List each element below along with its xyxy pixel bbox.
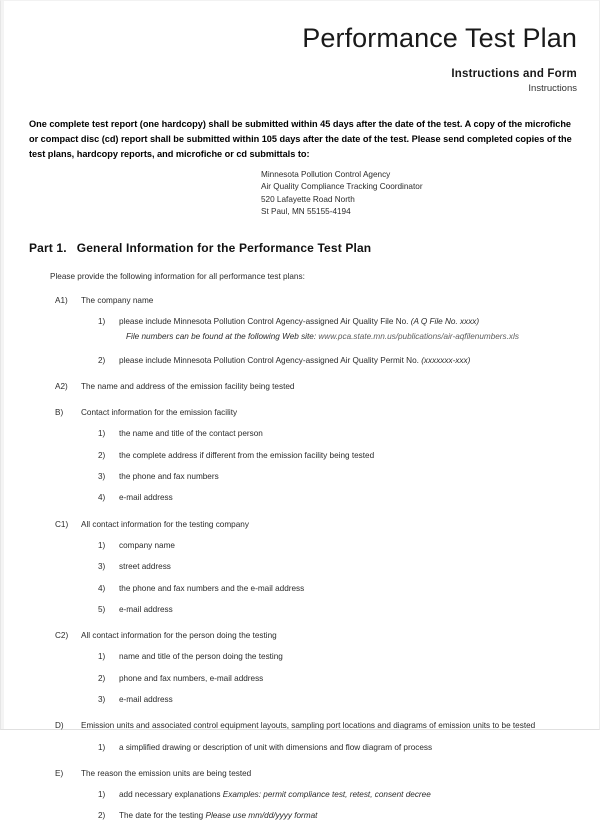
list-item-a1 (55, 295, 577, 307)
address-line-agency: Minnesota Pollution Control Agency (261, 169, 391, 179)
item-marker: B) (55, 408, 64, 418)
item-text (119, 810, 577, 822)
item-marker: 1) (98, 540, 106, 550)
list-item-a2 (55, 381, 577, 393)
item-marker: 2) (98, 355, 106, 365)
item-text-italic: Examples: permit compliance test, retest, consent decree (222, 790, 431, 800)
item-text: All contact information for the person doing the testing (81, 631, 277, 641)
item-marker: 1) (98, 652, 106, 662)
item-marker: 1) (98, 790, 106, 800)
address-line-city-state-zip: St Paul, MN 55155-4194 (261, 207, 351, 217)
item-marker: 3) (98, 472, 106, 482)
list-item-c1-1 (98, 540, 577, 552)
item-marker: 1) (98, 742, 106, 752)
list-item-d (55, 720, 577, 732)
list-item-b (55, 407, 577, 419)
list-item-e (55, 768, 577, 780)
section-lead-in: Please provide the following information for all performance test plans: (50, 271, 305, 281)
list-item-c2 (55, 630, 577, 642)
outline-list (29, 295, 577, 823)
item-text: the phone and fax numbers and the e-mail address (119, 583, 305, 593)
item-marker: 4) (98, 583, 106, 593)
note-lead-text: File numbers can be found at the following Web site: (126, 332, 319, 342)
item-marker: 1) (98, 429, 106, 439)
address-line-street: 520 Lafayette Road North (261, 194, 355, 204)
item-text (119, 789, 577, 801)
item-text: company name (119, 540, 175, 550)
list-item-c1-3 (98, 561, 577, 573)
item-text: e-mail address (119, 694, 173, 704)
item-text: The name and address of the emission facility being tested (81, 381, 295, 391)
item-text-roman: please include Minnesota Pollution Control Agency-assigned Air Quality File No. (119, 316, 411, 326)
item-text: e-mail address (119, 493, 173, 503)
item-text-italic: (xxxxxxx-xxx) (421, 355, 471, 365)
item-text: street address (119, 562, 171, 572)
part-number: Part 1. (29, 240, 67, 255)
item-text-roman: please include Minnesota Pollution Control Agency-assigned Air Quality Permit No. (119, 355, 422, 365)
item-marker: 4) (98, 493, 106, 503)
item-text: the phone and fax numbers (119, 472, 219, 482)
list-item-a1-note (126, 331, 577, 343)
item-text: the complete address if different from the emission facility being tested (119, 450, 375, 460)
item-text: Emission units and associated control equipment layouts, sampling port locations and diagrams of emission units to be tested (81, 721, 536, 731)
list-item-a1-2 (98, 355, 577, 367)
item-marker: 1) (98, 316, 106, 326)
item-marker: 3) (98, 562, 106, 572)
list-item-b-1 (98, 428, 577, 440)
item-marker: D) (55, 721, 64, 731)
list-item-b-3 (98, 471, 577, 483)
list-item-c1 (55, 519, 577, 531)
mailing-address-block (261, 169, 577, 219)
document-subtitle: Instructions and Form (451, 68, 577, 81)
item-marker: 2) (98, 450, 106, 460)
item-marker: 2) (98, 811, 106, 821)
list-item-a1-1 (98, 316, 577, 328)
item-text: All contact information for the testing company (81, 519, 249, 529)
list-item-c2-1 (98, 651, 577, 663)
item-marker: 5) (98, 604, 106, 614)
list-item-e-2 (98, 810, 577, 822)
item-marker: A2) (55, 381, 68, 391)
address-line-coordinator: Air Quality Compliance Tracking Coordinator (261, 182, 423, 192)
list-item-c1-5 (98, 604, 577, 616)
item-marker: 3) (98, 694, 106, 704)
intro-paragraph: One complete test report (one hardcopy) shall be submitted within 45 days after the date of the test. A copy of the microfiche or compact disc (cd) report shall be submitted within 105 days after the date of the test. Please send completed copies of the test plans, hardcopy reports, and microfiche or cd submittals to: (29, 119, 572, 159)
page-title: Performance Test Plan (302, 23, 577, 53)
item-text: Contact information for the emission facility (81, 408, 238, 418)
item-text-italic: (A Q File No. xxxx) (410, 316, 480, 326)
list-item-e-1 (98, 789, 577, 801)
item-marker: C1) (55, 519, 69, 529)
item-text: the name and title of the contact person (119, 429, 263, 439)
item-text: a simplified drawing or description of unit with dimensions and flow diagram of process (119, 742, 433, 752)
item-text: name and title of the person doing the testing (119, 652, 283, 662)
list-item-d-1 (98, 742, 577, 754)
list-item-c2-3 (98, 694, 577, 706)
document-header (29, 1, 577, 94)
list-item-c1-4 (98, 583, 577, 595)
list-item-b-4 (98, 492, 577, 504)
item-marker: C2) (55, 631, 69, 641)
item-text: The company name (81, 295, 154, 305)
item-text: phone and fax numbers, e-mail address (119, 673, 264, 683)
item-text (119, 316, 577, 328)
item-text: The reason the emission units are being tested (81, 768, 252, 778)
item-text: e-mail address (119, 604, 173, 614)
item-text-roman: add necessary explanations (119, 790, 223, 800)
part-title: General Information for the Performance Test Plan (76, 240, 372, 255)
item-text-roman: The date for the testing (119, 811, 206, 821)
item-marker: 2) (98, 673, 106, 683)
item-text (119, 355, 577, 367)
part-heading (29, 241, 577, 255)
document-section-label: Instructions (528, 83, 577, 95)
item-marker: E) (55, 768, 64, 778)
list-item-b-2 (98, 450, 577, 462)
list-item-c2-2 (98, 673, 577, 685)
aq-file-numbers-link[interactable]: www.pca.state.mn.us/publications/air-aqfilenumbers.xls (318, 332, 519, 342)
item-marker: A1) (55, 295, 68, 305)
item-text-italic: Please use mm/dd/yyyy format (205, 811, 318, 821)
